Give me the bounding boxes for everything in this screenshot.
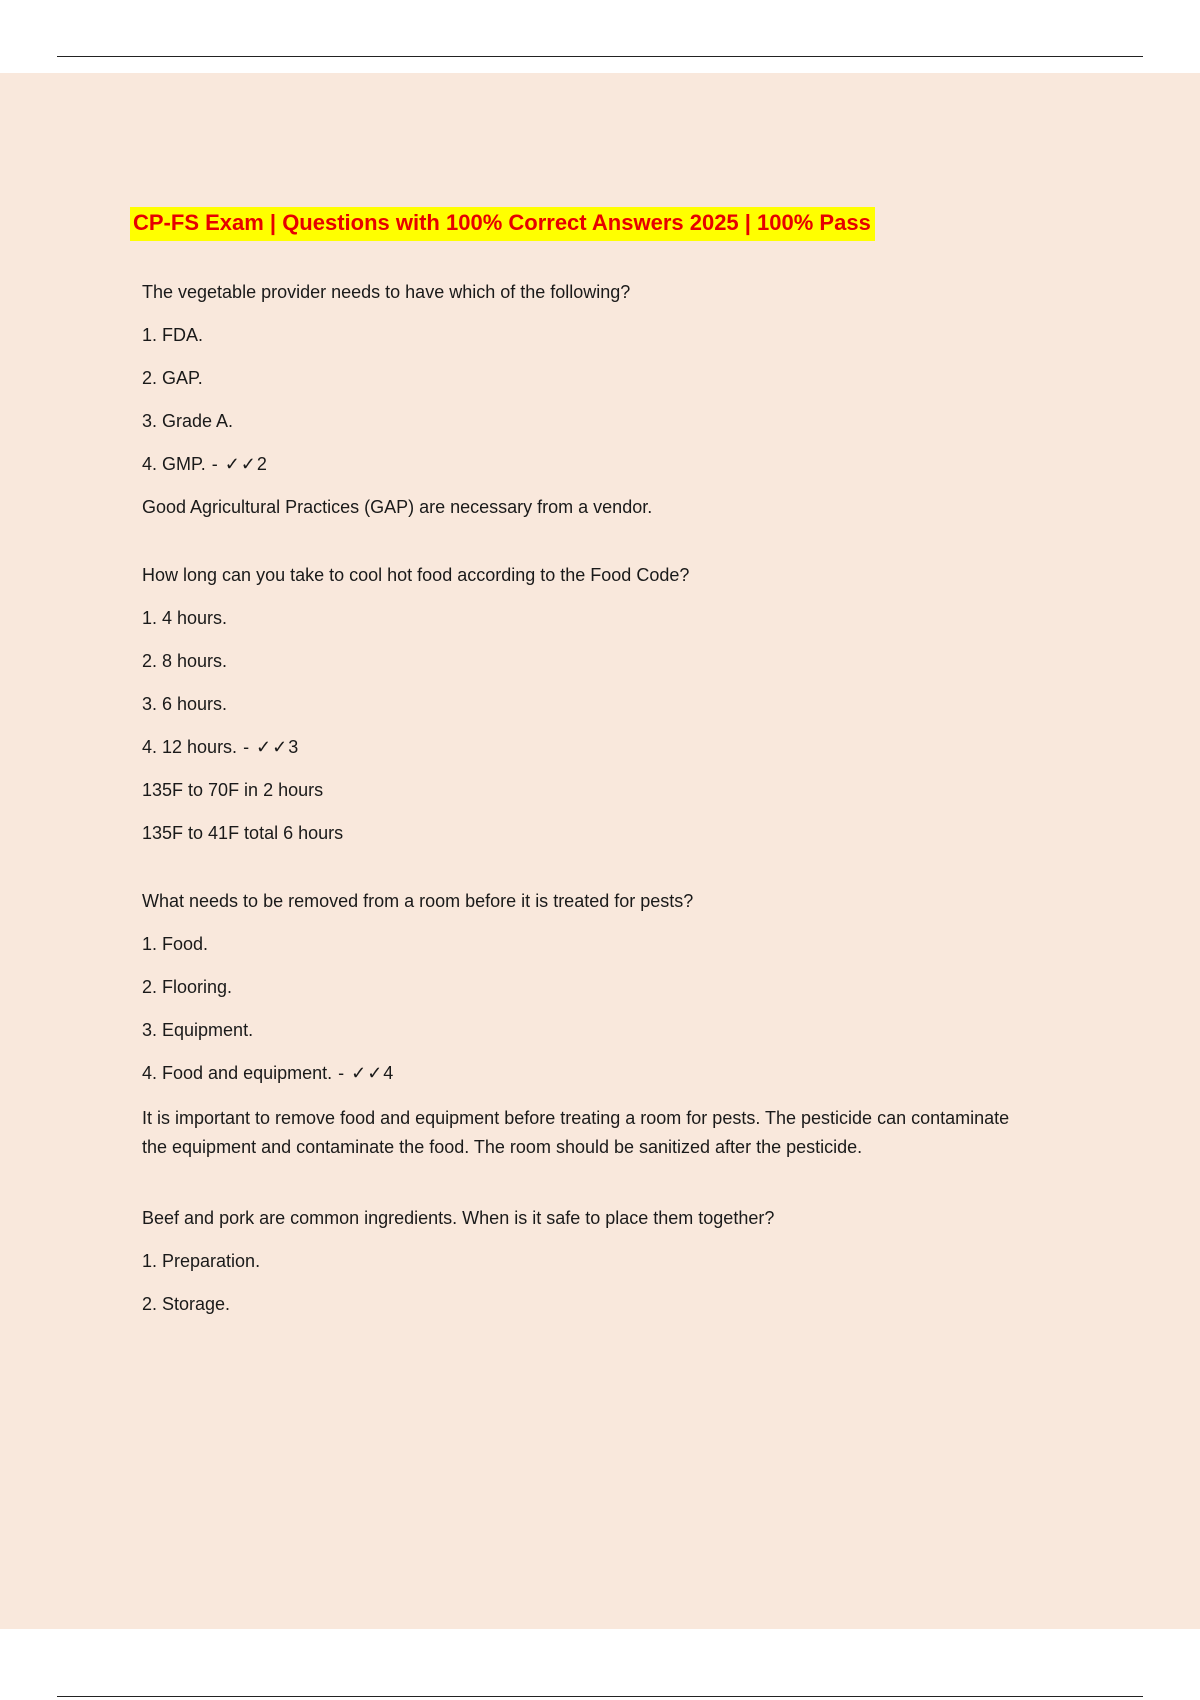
question-text: The vegetable provider needs to have which of the following? [142, 282, 631, 302]
answer-explanation: 135F to 41F total 6 hours [142, 823, 344, 843]
question-text: Beef and pork are common ingredients. When is it safe to place them together? [142, 1208, 775, 1228]
question-text: What needs to be removed from a room before it is treated for pests? [142, 891, 694, 911]
answer-option: 3. Equipment. [142, 1020, 254, 1040]
answer-option-text: 4. 12 hours. [142, 737, 238, 757]
correct-answer-mark: - ✓✓2 [205, 454, 268, 474]
header-rule [57, 56, 1143, 57]
answer-explanation: 135F to 70F in 2 hours [142, 780, 324, 800]
document-title: CP-FS Exam | Questions with 100% Correct Answers 2025 | 100% Pass [130, 207, 875, 241]
answer-option: 2. GAP. [142, 368, 203, 388]
answer-option-last [142, 1061, 1022, 1085]
answer-option-text: 4. GMP. [142, 454, 206, 474]
correct-answer-mark: - ✓✓4 [332, 1063, 395, 1083]
answer-option: 1. 4 hours. [142, 608, 228, 628]
answer-option: 1. FDA. [142, 325, 204, 345]
answer-option-last [142, 735, 1022, 759]
question-text: How long can you take to cool hot food according to the Food Code? [142, 565, 690, 585]
answer-option: 2. Storage. [142, 1294, 231, 1314]
answer-option-text: 4. Food and equipment. [142, 1063, 333, 1083]
answer-option-last [142, 452, 1022, 476]
footer-rule [57, 1696, 1143, 1697]
answer-option: 2. 8 hours. [142, 651, 228, 671]
correct-answer-mark: - ✓✓3 [237, 737, 300, 757]
answer-option: 3. Grade A. [142, 411, 234, 431]
document-body [142, 280, 1022, 1360]
question-block-1 [142, 280, 1022, 519]
answer-explanation: It is important to remove food and equipment before treating a room for pests. The pesticide can contaminate the equipment and contaminate the food. The room should be sanitized after the pesticide. [142, 1108, 1010, 1157]
answer-option: 3. 6 hours. [142, 694, 228, 714]
answer-explanation: Good Agricultural Practices (GAP) are necessary from a vendor. [142, 497, 653, 517]
answer-option: 1. Food. [142, 934, 209, 954]
question-block-4 [142, 1206, 1022, 1316]
answer-option: 2. Flooring. [142, 977, 233, 997]
answer-option: 1. Preparation. [142, 1251, 261, 1271]
question-block-3 [142, 889, 1022, 1162]
question-block-2 [142, 563, 1022, 845]
